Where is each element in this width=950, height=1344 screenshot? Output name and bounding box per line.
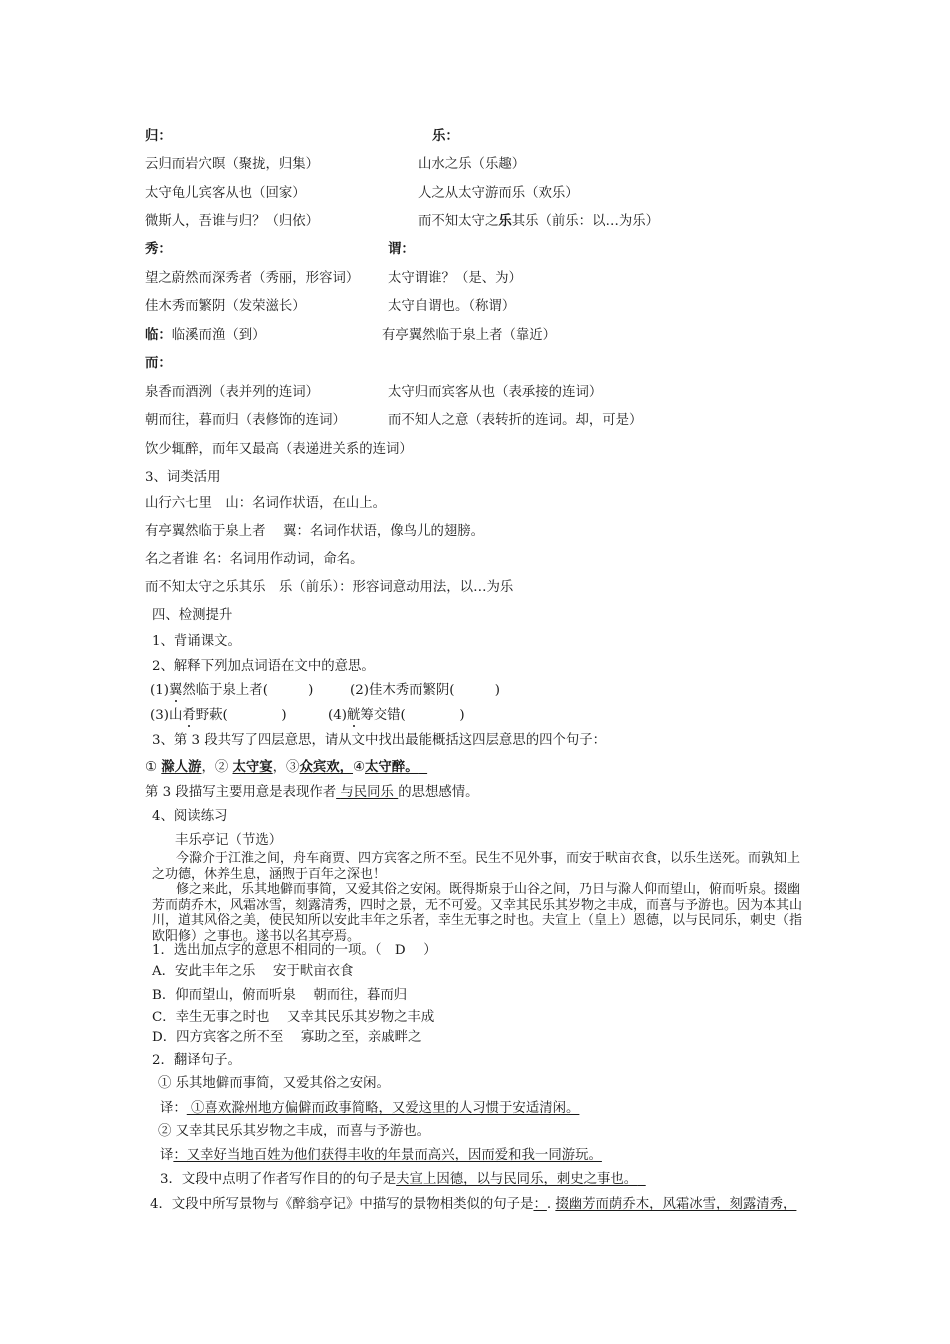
row3-right-a: 而不知太守之: [418, 214, 499, 229]
row1-right: 山水之乐（乐趣）: [418, 157, 526, 172]
rq3-answer: 夫宣上因德，以与民同乐，刺史之事也。: [396, 1172, 638, 1187]
rq2-s2-translation: [160, 1147, 602, 1165]
part3-line2: 有亭翼然临于泉上者 翼：名词作状语，像鸟儿的翅膀。: [145, 524, 485, 539]
header-le: 乐：: [432, 129, 459, 144]
q2a-rest: 然临于泉上者( ): [182, 683, 314, 698]
part4-q2b: (2)佳木秀而繁阴( ): [350, 683, 500, 698]
part3-line3: 名之者谁 名：名词用作动词，命名。: [145, 552, 364, 567]
q3b-answer-text: 与民同乐: [340, 785, 394, 800]
row3-right-c: 其乐（前乐：以…为乐）: [511, 214, 660, 229]
q2c-rest: 野蔌( ): [195, 708, 287, 723]
part4-q3b: [145, 784, 479, 802]
row3-right-bold: 乐: [498, 214, 512, 229]
rq4: 4．文段中所写景物与《醉翁亭记》中描写的景物相类似的句子是：. 掇幽芳而荫乔木，风霜冰雪，刻露清秀，: [150, 1197, 797, 1212]
q3b-suffix: 的思想感情。: [398, 785, 479, 800]
part4-q1: 1、背诵课文。: [152, 634, 241, 649]
row6-left: [145, 327, 266, 345]
header-gui: 归：: [145, 129, 172, 144]
row2-right: 人之从太守游而乐（欢乐）: [418, 186, 579, 201]
rq1-option-c: C．幸生无事之时也 又幸其民乐其岁物之丰成: [152, 1010, 435, 1025]
rq1: 1．选出加点字的意思不相同的一项。（ D ）: [152, 943, 437, 958]
row2-left: 太守龟儿宾客从也（回家）: [145, 186, 306, 201]
q2a-dotted-char: 翼: [168, 683, 183, 698]
q3ans-2: 太守宴: [232, 759, 273, 775]
rq1-option-a: A．安此丰年之乐 安于畎亩衣食: [152, 964, 354, 979]
rq2-s1-answer: ①喜欢滁州地方偏僻而政事简略，又爱这里的人习惯于安适清闲。: [186, 1101, 580, 1116]
header-er: 而：: [145, 356, 172, 371]
part3-line1: 山行六七里 山：名词作状语，在山上。: [145, 496, 387, 511]
row3-right: [418, 213, 659, 231]
q3ans-n2: ，②: [201, 760, 229, 775]
row9: 饮少辄醉，而年又最高（表递进关系的连词）: [145, 442, 413, 457]
row5-right: 太守自谓也。（称谓）: [388, 299, 516, 314]
q3ans-n3: ，③: [272, 760, 300, 775]
rq1-option-b: B．仰而望山，俯而听泉 朝而往，暮而归: [152, 988, 408, 1003]
q2c-num: (3)山: [150, 708, 183, 723]
part4-q2a: [150, 682, 313, 700]
q3ans-n4: ④: [353, 760, 366, 775]
row1-left: 云归而岩穴暝（聚拢，归集）: [145, 157, 320, 172]
q2d-num: (4): [328, 708, 347, 723]
part4-q3: 3、第 3 段共写了四层意思，请从文中找出最能概括这四层意思的四个句子：: [152, 733, 607, 748]
q2c-dotted-char: 肴: [182, 708, 196, 723]
q2d-rest: 筹交错( ): [360, 708, 465, 723]
rq2-s2-label: 译: [160, 1148, 174, 1163]
header-xiu: 秀：: [145, 242, 172, 257]
rq2-s1: ① 乐其地僻而事简，又爱其俗之安闲。: [158, 1076, 390, 1091]
q3ans-1: 滁人游: [161, 759, 202, 775]
part4-q3-answer: [145, 758, 427, 777]
row6-left-text: 临溪而渔（到）: [171, 328, 266, 343]
rq2-s2-answer: ：又幸好当地百姓为他们获得丰收的年景而高兴，因而爱和我一同游玩。: [173, 1148, 602, 1163]
q2d-dotted-char: 觥: [346, 708, 361, 723]
header-lin: 临：: [145, 328, 172, 343]
part3-line4: 而不知太守之乐其乐 乐（前乐）：形容词意动用法，以…为乐: [145, 580, 514, 595]
row6-right: 有亭翼然临于泉上者（靠近）: [382, 328, 557, 343]
q3b-prefix: 第 3 段描写主要用意是表现作者: [145, 785, 337, 800]
row7-right: 太守归而宾客从也（表承接的连词）: [388, 385, 603, 400]
row4-right: 太守谓谁？（是、为）: [388, 271, 522, 286]
row4-left: 望之蔚然而深秀者（秀丽，形容词）: [145, 271, 360, 286]
rq2-s1-label: 译：: [160, 1101, 187, 1116]
q3ans-4: 太守醉。: [365, 759, 419, 775]
rq2-s1-translation: [160, 1100, 579, 1118]
rq4-prompt: 4．文段中所写景物与《醉翁亭记》中描写的景物相类似的句子是: [150, 1197, 534, 1212]
part3-title: 3、词类活用: [145, 470, 221, 485]
part4-q2c: [150, 707, 287, 725]
rq3-prompt: 3．文段中点明了作者写作目的的句子是: [160, 1172, 397, 1187]
reading-subtitle: 丰乐亭记（节选）: [175, 833, 283, 848]
rq3: [160, 1171, 646, 1189]
q3ans-3: 众宾欢，: [299, 759, 354, 775]
q3b-answer: [336, 785, 398, 800]
reading-para1: 今滁介于江淮之间，舟车商贾、四方宾客之所不至。民生不见外事，而安于畎亩衣食，以乐生送死。而孰知上之功德，休养生息，涵煦于百年之深也！: [152, 851, 801, 882]
rq2-s2: ② 又幸其民乐其岁物之丰成，而喜与予游也。: [158, 1124, 431, 1139]
rq2: 2．翻译句子。: [152, 1053, 241, 1068]
q3ans-n1: ①: [145, 760, 158, 775]
row3-left: 微斯人，吾谁与归？（归依）: [145, 214, 320, 229]
q2a-num: (1): [150, 683, 169, 698]
row8-left: 朝而往，暮而归（表修饰的连词）: [145, 413, 346, 428]
rq4-answer: 掇幽芳而荫乔木，风霜冰雪，刻露清秀，: [555, 1197, 797, 1212]
row5-left: 佳木秀而繁阴（发荣滋长）: [145, 299, 306, 314]
part4-title: 四、检测提升: [152, 608, 233, 623]
part4-q2d: [328, 707, 465, 725]
row7-left: 泉香而酒洌（表并列的连词）: [145, 385, 320, 400]
reading-para2: 修之来此，乐其地僻而事简，又爱其俗之安闲。既得斯泉于山谷之间，乃日与滁人仰而望山，俯而听泉。掇幽芳而荫乔木，风霜冰雪，刻露清秀，四时之景，无不可爱。又幸其民乐其岁物之丰成，而喜与予游也。因为本其山川，道其风俗之美，使民知所以安此丰年之乐者，幸生无事之时也。夫宣上（皇上）恩德，以与民同乐，刺史（指欧阳修）之事也。遂书以名其亭焉。: [152, 882, 803, 944]
header-wei: 谓：: [388, 242, 415, 257]
rq4-colon: ：: [533, 1197, 547, 1212]
rq1-option-d: D．四方宾客之所不至 寡助之至，亲戚畔之: [152, 1030, 422, 1045]
part4-q2: 2、解释下列加点词语在文中的意思。: [152, 659, 375, 674]
reading-title: 4、阅读练习: [152, 809, 228, 824]
row8-right: 而不知人之意（表转折的连词。却，可是）: [388, 413, 643, 428]
